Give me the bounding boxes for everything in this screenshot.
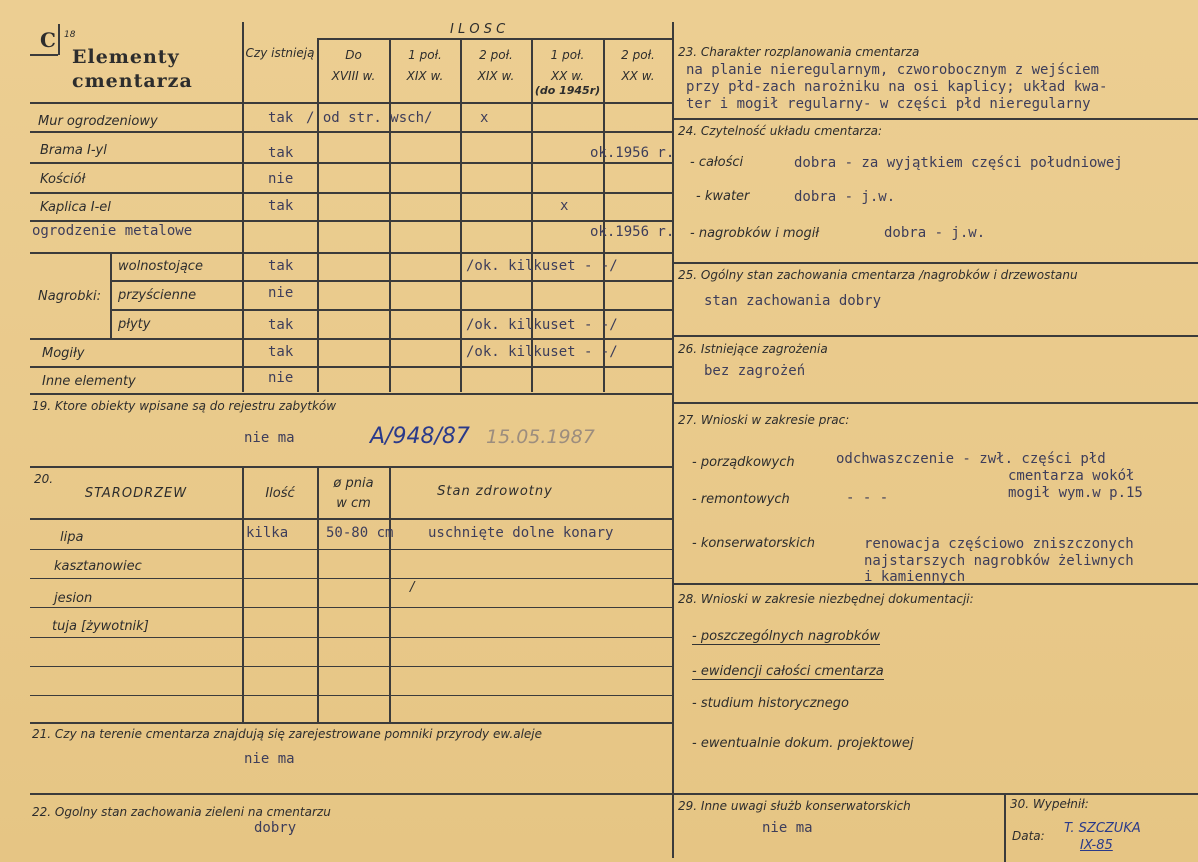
- s27-r2-value: - - -: [846, 490, 889, 506]
- divider: [672, 793, 1198, 795]
- s21-label: 21. Czy na terenie cmentarza znajdują się zarejestrowane pomniki przyrody ew.aleje: [32, 727, 543, 741]
- s19-value: nie ma: [244, 430, 295, 446]
- divider: [30, 722, 672, 724]
- s20-state-lipa: uschnięte dolne konary: [428, 525, 614, 541]
- row-note-ogrodzenie: ok.1956 r.: [590, 224, 675, 240]
- s24-r1-value: dobra - za wyjątkiem części południowej: [794, 155, 1123, 171]
- s20-state-jesion: /: [410, 580, 415, 595]
- s20-col-diam-a: ø pnia: [333, 476, 374, 491]
- row-note-mogily: /ok. kilkuset - -/: [466, 344, 618, 360]
- divider: [30, 793, 672, 795]
- divider: [30, 338, 672, 340]
- row-label-plyty: płyty: [118, 317, 151, 332]
- divider: [672, 118, 1198, 120]
- row-exists-mogily: tak: [268, 344, 294, 360]
- divider: [242, 22, 244, 392]
- divider: [30, 131, 672, 133]
- divider: [672, 262, 1198, 264]
- row-mark-kaplica: x: [560, 198, 569, 214]
- col-exists-header: Czy istnieją: [245, 46, 315, 60]
- row-exists-mur: tak: [268, 110, 294, 126]
- row-note-wolnostojace: /ok. kilkuset - -/: [466, 258, 618, 274]
- divider: [30, 54, 58, 56]
- s28-item3: - studium historycznego: [692, 696, 849, 711]
- row-exists-kaplica: tak: [268, 198, 294, 214]
- divider: [30, 393, 672, 395]
- divider: [30, 578, 672, 579]
- s27-r1-v2: cmentarza wokół: [1008, 468, 1135, 484]
- divider: [110, 252, 112, 338]
- col-2xx-a: 2 poł.: [621, 48, 655, 62]
- divider: [30, 549, 672, 550]
- s19-stamp: A/948/87: [370, 424, 470, 449]
- divider: [30, 518, 672, 520]
- row-mark-mur: x: [480, 110, 489, 126]
- col-1xx-c: (do 1945r): [534, 84, 601, 97]
- divider: [317, 38, 672, 40]
- s26-label: 26. Istniejące zagrożenia: [678, 342, 828, 356]
- col-1xix-b: XIX w.: [406, 69, 444, 83]
- row-exists-kosciol: nie: [268, 171, 294, 187]
- divider: [30, 102, 672, 104]
- ilosc-header: I L O S C: [450, 22, 506, 37]
- divider: [672, 402, 1198, 404]
- divider: [58, 24, 60, 55]
- card-code: C: [40, 28, 56, 52]
- divider: [30, 637, 672, 638]
- col-2xix-b: XIX w.: [477, 69, 515, 83]
- s27-r3-label: - konserwatorskich: [692, 536, 815, 551]
- s23-line3: ter i mogił regularny- w części płd nieregularny: [686, 96, 1091, 112]
- col-2xx-b: XX w.: [621, 69, 655, 83]
- col-xviii-a: Do: [345, 48, 362, 62]
- s30-date-value: IX-85: [1080, 838, 1113, 853]
- s30-signature: T. SZCZUKA: [1064, 821, 1141, 836]
- row-exists-wolnostojace: tak: [268, 258, 294, 274]
- row-note-mur: / od str. wsch/: [306, 110, 433, 126]
- s20-num: 20.: [34, 472, 54, 486]
- s27-r1-v1: odchwaszczenie - zwł. części płd: [836, 451, 1106, 467]
- s27-r1-v3: mogił wym.w p.15: [1008, 485, 1143, 501]
- divider: [389, 466, 391, 722]
- row-label-kosciol: Kościół: [40, 172, 86, 187]
- row-label-przyscienne: przyścienne: [118, 288, 197, 303]
- s24-r2-label: - kwater: [696, 189, 750, 204]
- s20-tree-lipa: lipa: [60, 530, 84, 545]
- divider: [30, 162, 672, 164]
- s27-r3-v3: i kamiennych: [864, 569, 966, 585]
- s20-qty-lipa: kilka: [246, 525, 289, 541]
- col-1xix-a: 1 poł.: [408, 48, 442, 62]
- s20-col-state: Stan zdrowotny: [437, 484, 553, 499]
- s27-r3-v2: najstarszych nagrobków żeliwnych: [864, 553, 1134, 569]
- s19-stamp-date: 15.05.1987: [486, 426, 595, 448]
- row-exists-inne: nie: [268, 370, 294, 386]
- s20-col-qty: Ilość: [265, 486, 295, 501]
- card-title-line2: cmentarza: [72, 70, 193, 92]
- s25-label: 25. Ogólny stan zachowania cmentarza /nagrobków i drzewostanu: [678, 268, 1078, 282]
- s20-tree-kasztanowiec: kasztanowiec: [54, 559, 142, 574]
- card-code-sup: 18: [64, 30, 76, 40]
- s20-col-tree: STARODRZEW: [84, 486, 188, 501]
- divider: [672, 335, 1198, 337]
- s26-value: bez zagrożeń: [704, 363, 806, 379]
- row-label-ogrodzenie: ogrodzenie metalowe: [32, 223, 193, 239]
- divider: [242, 466, 244, 722]
- s27-label: 27. Wnioski w zakresie prac:: [678, 413, 850, 427]
- divider: [30, 607, 672, 608]
- divider: [1004, 793, 1006, 862]
- s24-label: 24. Czytelność układu cmentarza:: [678, 124, 883, 138]
- s27-r1-label: - porządkowych: [692, 455, 795, 470]
- s24-r3-value: dobra - j.w.: [884, 225, 986, 241]
- s27-r2-label: - remontowych: [692, 492, 790, 507]
- divider: [30, 220, 672, 222]
- row-label-brama: Brama I-yl: [40, 143, 107, 158]
- row-label-mur: Mur ogrodzeniowy: [38, 114, 158, 129]
- s30-label: 30. Wypełnił:: [1010, 797, 1089, 811]
- s28-label: 28. Wnioski w zakresie niezbędnej dokumentacji:: [678, 592, 974, 606]
- s20-diam-lipa: 50-80 cm: [326, 525, 394, 541]
- divider: [30, 192, 672, 194]
- s23-label: 23. Charakter rozplanowania cmentarza: [678, 45, 920, 59]
- nagrobki-group-label: Nagrobki:: [38, 289, 102, 304]
- row-exists-plyty: tak: [268, 317, 294, 333]
- s20-col-diam-b: w cm: [336, 496, 371, 511]
- row-exists-brama: tak: [268, 145, 294, 161]
- col-1xx-a: 1 poł.: [550, 48, 585, 62]
- s24-r1-label: - całości: [690, 155, 744, 170]
- col-xviii-b: XVIII w.: [331, 69, 376, 83]
- divider: [30, 466, 672, 468]
- divider: [30, 366, 672, 368]
- s30-date-label: Data:: [1012, 829, 1045, 843]
- divider: [110, 280, 672, 282]
- s29-value: nie ma: [762, 820, 813, 836]
- s22-value: dobry: [254, 820, 297, 836]
- s20-tree-jesion: jesion: [54, 591, 93, 606]
- divider: [110, 309, 672, 311]
- s23-line2: przy płd-zach narożniku na osi kaplicy; układ kwa-: [686, 79, 1108, 95]
- s21-value: nie ma: [244, 751, 295, 767]
- s19-label: 19. Ktore obiekty wpisane są do rejestru zabytków: [32, 399, 337, 413]
- s23-line1: na planie nieregularnym, czworobocznym z wejściem: [686, 62, 1100, 78]
- col-1xx-b: XX w.: [550, 69, 585, 83]
- s24-r2-value: dobra - j.w.: [794, 189, 896, 205]
- row-note-plyty: /ok. kilkuset - -/: [466, 317, 618, 333]
- row-note-brama: ok.1956 r.: [590, 145, 675, 161]
- s28-item4: - ewentualnie dokum. projektowej: [692, 736, 914, 751]
- s29-label: 29. Inne uwagi służb konserwatorskich: [678, 799, 911, 813]
- divider: [30, 666, 672, 667]
- card-title-line1: Elementy: [72, 46, 180, 68]
- row-label-mogily: Mogiły: [42, 346, 85, 361]
- col-2xix-a: 2 poł.: [479, 48, 513, 62]
- s25-value: stan zachowania dobry: [704, 293, 882, 309]
- s20-tree-tuja: tuja [żywotnik]: [52, 619, 149, 634]
- s28-item1: - poszczególnych nagrobków: [692, 629, 880, 644]
- row-label-wolnostojace: wolnostojące: [118, 259, 203, 274]
- s22-label: 22. Ogolny stan zachowania zieleni na cmentarzu: [32, 805, 331, 819]
- s27-r3-v1: renowacja częściowo zniszczonych: [864, 536, 1134, 552]
- s28-item2: - ewidencji całości cmentarza: [692, 664, 884, 679]
- divider: [30, 252, 672, 254]
- row-label-kaplica: Kaplica I-el: [40, 200, 111, 215]
- s24-r3-label: - nagrobków i mogił: [690, 226, 820, 241]
- row-exists-przyscienne: nie: [268, 285, 294, 301]
- divider: [30, 695, 672, 696]
- row-label-inne: Inne elementy: [42, 374, 136, 389]
